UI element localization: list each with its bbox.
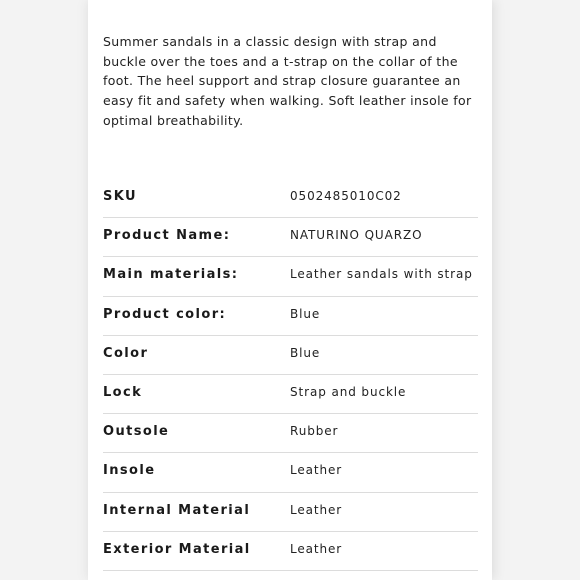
spec-label: Lock xyxy=(103,384,143,400)
spec-row-outsole xyxy=(103,414,478,453)
spec-row-exterior-material xyxy=(103,532,478,571)
spec-label: Color xyxy=(103,345,149,361)
spec-value: Rubber xyxy=(290,424,339,439)
spec-row-main-materials xyxy=(103,257,478,296)
spec-label: Product color: xyxy=(103,306,227,322)
spec-row-internal-material xyxy=(103,493,478,532)
spec-value: Leather xyxy=(290,541,343,556)
spec-row-lock xyxy=(103,375,478,414)
spec-label: Product Name: xyxy=(103,228,231,244)
spec-label: Main materials: xyxy=(103,267,239,283)
spec-label: Insole xyxy=(103,463,156,479)
spec-value: Blue xyxy=(290,306,321,321)
product-description: Summer sandals in a classic design with strap and buckle over the toes and a t-strap on the collar of the foot. The heel support and strap closure guarantee an easy fit and safety when walking. Soft leather insole for optimal breathability. xyxy=(103,34,472,128)
spec-label: SKU xyxy=(103,189,137,204)
spec-value: NATURINO QUARZO xyxy=(290,228,423,243)
spec-row-product-name xyxy=(103,218,478,257)
spec-label: Outsole xyxy=(103,424,170,440)
spec-value: Leather xyxy=(290,502,343,517)
spec-table xyxy=(103,179,478,571)
spec-row-color xyxy=(103,336,478,375)
spec-row-product-color xyxy=(103,297,478,336)
spec-label: Internal Material xyxy=(103,502,251,518)
product-details-panel xyxy=(88,0,492,580)
spec-value: Blue xyxy=(290,345,321,360)
spec-row-insole xyxy=(103,453,478,492)
spec-value: Leather xyxy=(290,463,343,478)
spec-value: Leather sandals with strap xyxy=(290,267,473,282)
spec-row-sku xyxy=(103,179,478,218)
spec-label: Exterior Material xyxy=(103,541,251,557)
spec-value: Strap and buckle xyxy=(290,384,407,399)
spec-value: 0502485010C02 xyxy=(290,189,402,203)
